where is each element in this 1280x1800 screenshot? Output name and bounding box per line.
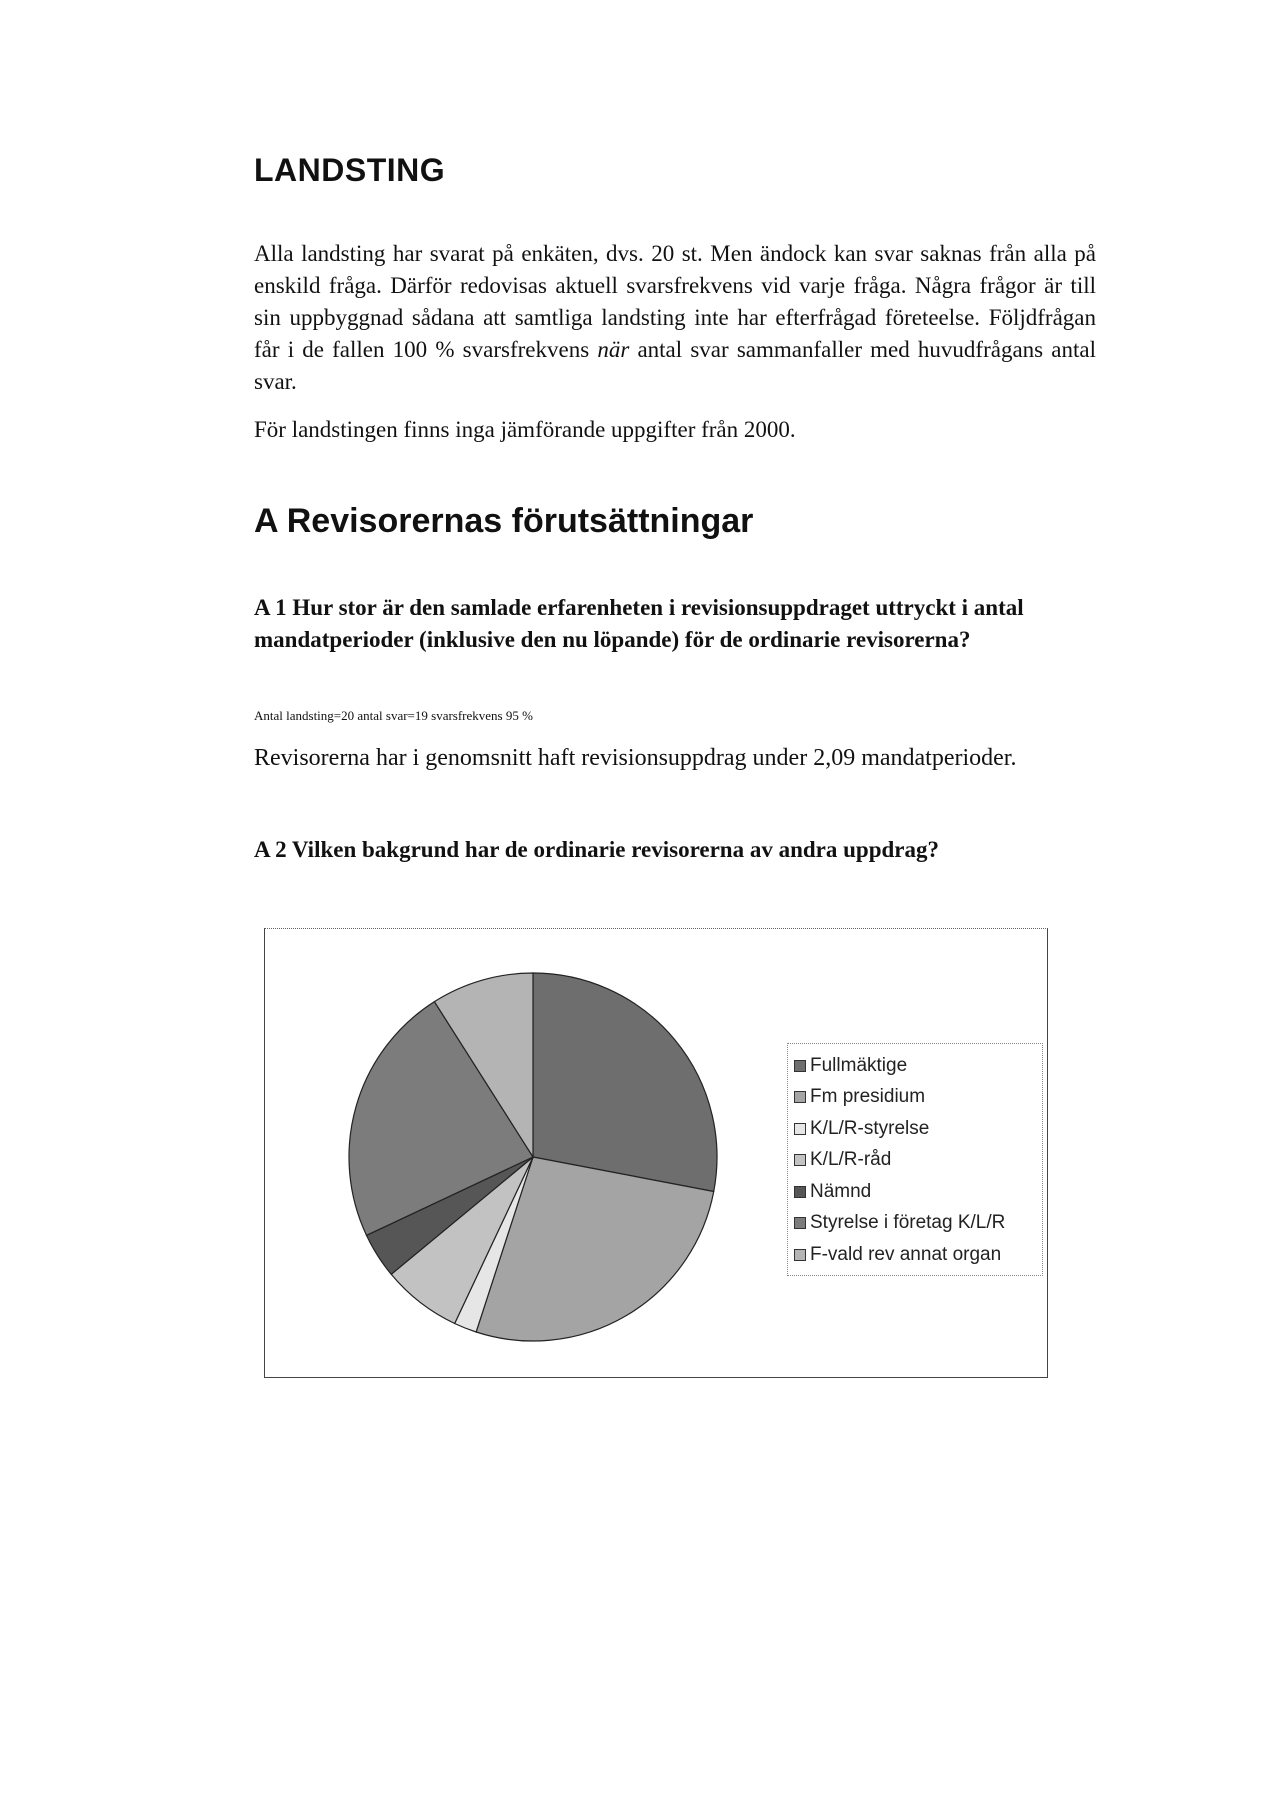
- intro-paragraph: [254, 238, 1096, 398]
- response-rate-note: Antal landsting=20 antal svar=19 svarsfrekvens 95 %: [254, 708, 533, 723]
- pie-chart: [265, 929, 785, 1379]
- legend-label: F-vald rev annat organ: [810, 1243, 1002, 1265]
- legend-item: [794, 1176, 1038, 1208]
- legend-label: K/L/R-råd: [810, 1149, 892, 1171]
- chart-legend: [787, 1043, 1043, 1276]
- legend-swatch: [794, 1249, 806, 1261]
- intro-emphasis: när: [597, 337, 630, 362]
- legend-swatch: [794, 1154, 806, 1166]
- question-a2: A 2 Vilken bakgrund har de ordinarie revisorerna av andra uppdrag?: [254, 837, 940, 862]
- legend-label: Nämnd: [810, 1180, 872, 1202]
- legend-label: K/L/R-styrelse: [810, 1117, 930, 1139]
- question-a1: A 1 Hur stor är den samlade erfarenheten i revisionsuppdraget uttryckt i antal mandatperioder (inklusive den nu löpande) för de ordinarie revisorerna?: [254, 595, 1024, 652]
- legend-label: Fullmäktige: [810, 1054, 908, 1076]
- legend-item: [794, 1145, 1038, 1177]
- answer-a1: Revisorerna har i genomsnitt haft revisionsuppdrag under 2,09 mandatperioder.: [254, 745, 1017, 771]
- pie-slice-fullmäktige: [533, 973, 717, 1191]
- legend-swatch: [794, 1217, 806, 1229]
- legend-label: Styrelse i företag K/L/R: [810, 1212, 1006, 1234]
- intro-text-part2: antal svar sammanfaller med huvudfrågans antal svar.: [254, 337, 1096, 394]
- page-title: LANDSTING: [254, 152, 446, 188]
- intro-paragraph-2: För landstingen finns inga jämförande uppgifter från 2000.: [254, 417, 796, 442]
- chart-frame: [264, 928, 1048, 1378]
- legend-swatch: [794, 1186, 806, 1198]
- legend-swatch: [794, 1060, 806, 1072]
- legend-item: [794, 1208, 1038, 1240]
- intro-text-part1: Alla landsting har svarat på enkäten, dvs. 20 st. Men ändock kan svar saknas från alla på enskild fråga. Därför redovisas aktuell svarsfrekvens vid varje fråga. Några frågor är till sin uppbyggnad sådana att samtliga landsting inte har efterfrågad företeelse. Följdfrågan får i de fallen 100 % svarsfrekvens: [254, 241, 1096, 362]
- legend-item: [794, 1082, 1038, 1114]
- legend-item: [794, 1113, 1038, 1145]
- legend-label: Fm presidium: [810, 1086, 926, 1108]
- legend-item: [794, 1239, 1038, 1271]
- legend-swatch: [794, 1123, 806, 1135]
- legend-item: [794, 1050, 1038, 1082]
- legend-swatch: [794, 1091, 806, 1103]
- section-title: A Revisorernas förutsättningar: [254, 502, 754, 540]
